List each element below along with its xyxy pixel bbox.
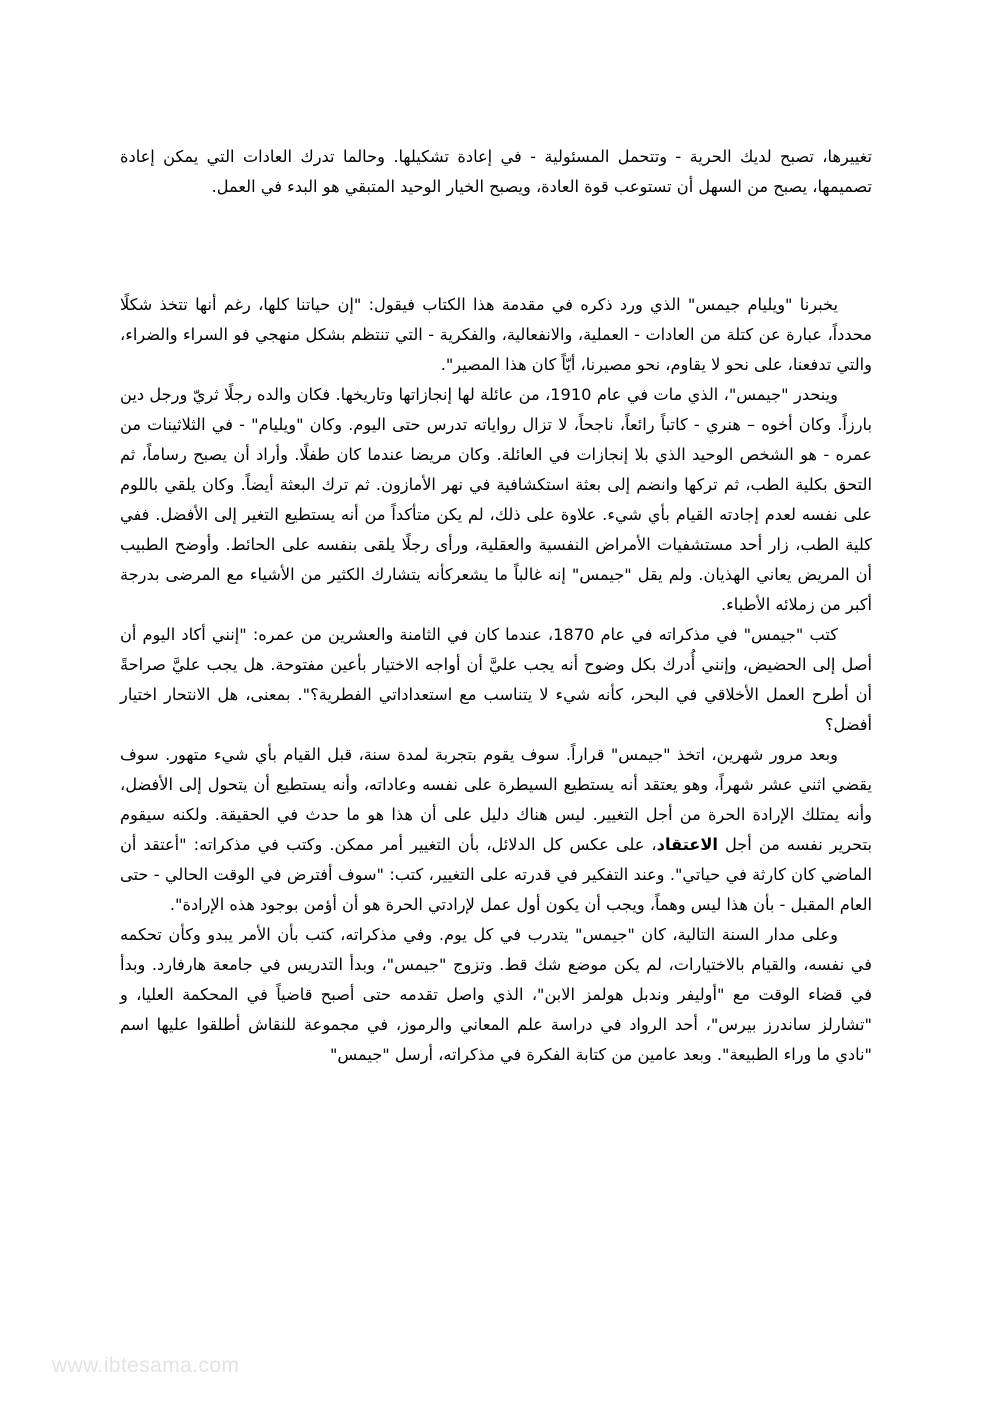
paragraph-body-4: وعلى مدار السنة التالية، كان "جيمس" يتدرب في كل يوم. وفي مذكراته، كتب بأن الأمر يبدو وكأن تحكمه في نفسه، والقيام بالاختيارات، لم يكن موضع شك قط. وتزوج "جيمس"، وبدأ التدريس في جامعة هارفارد. وبدأ في قضاء الوقت مع "أوليفر وندبل هولمز الابن"، الذي واصل تقدمه حتى أصبح قاضياً في المحكمة العليا، و "تشارلز ساندرز بيرس"، أحد الرواد في دراسة علم المعاني والرموز، في مجموعة للنقاش أطلقوا عليها اسم "نادي ما وراء الطبيعة". وبعد عامين من كتابة الفكرة في مذكراته، أرسل "جيمس" bbox=[120, 925, 872, 1064]
body-block bbox=[120, 290, 872, 1070]
section-gap bbox=[120, 202, 872, 290]
paragraph-body-2: كتب "جيمس" في مذكراته في عام 1870، عندما كان في الثامنة والعشرين من عمره: "إنني أكاد اليوم أن أصل إلى الحضيض، وإنني أُدرك بكل وضوح أنه يجب عليَّ أن أواجه الاختيار بأعين مفتوحة. هل يجب عليَّ صراحةً أن أطرح العمل الأخلاقي في البحر، كأنه شيء لا يتناسب مع استعداداتي الفطرية؟". بمعنى، هل الانتحار اختيار أفضل؟ bbox=[120, 625, 872, 734]
paragraph-body-0: يخبرنا "ويليام جيمس" الذي ورد ذكره في مقدمة هذا الكتاب فيقول: "إن حياتنا كلها، رغم أنها تتخذ شكلًا محدداً، عبارة عن كتلة من العادات - العملية، والانفعالية، والفكرية - التي تنتظم بشكل منهجي فو السراء والضراء، والتي تدفعنا، على نحو لا يقاوم، نحو مصيرنا، أيّاً كان هذا المصير". bbox=[120, 295, 872, 374]
paragraph-body-3: وبعد مرور شهرين، اتخذ "جيمس" قراراً. سوف يقوم بتجربة لمدة سنة، قبل القيام بأي شيء متهور. سوف يقضي اثني عشر شهراً، وهو يعتقد أنه يستطيع السيطرة على نفسه وعاداته، وأنه يستطيع أن يتحول إلى الأفضل، وأنه يمتلك الإرادة الحرة من أجل التغيير. ليس هناك دليل على أن هذا هو ما حدث في الحقيقة. ولكنه سيقوم بتحرير نفسه من أجل الاعتقاد، على عكس كل الدلائل، بأن التغيير أمر ممكن. وكتب في مذكراته: "أعتقد أن الماضي كان كارثة في حياتي". وعند التفكير في قدرته على التغيير، كتب: "سوف أفترض في الوقت الحالي - حتى العام المقبل - بأن هذا ليس وهماً، ويجب أن يكون أول عمل لإرادتي الحرة هو أن أؤمن بوجود هذه الإرادة". bbox=[120, 745, 873, 914]
paragraph-intro-0: تغييرها، تصبح لديك الحرية - وتتحمل المسئولية - في إعادة تشكيلها. وحالما تدرك العادات التي يمكن إعادة تصميمها، يصبح من السهل أن تستوعب قوة العادة، ويصبح الخيار الوحيد المتبقي هو البدء في العمل. bbox=[120, 147, 872, 196]
paragraph-body-1: وينحدر "جيمس"، الذي مات في عام 1910، من عائلة لها إنجازاتها وتاريخها. فكان والده رجلًا ثريّ ورجل دين بارزاً. وكان أخوه – هنري - كاتباً رائعاً، ناجحاً، لا تزال رواياته تدرس حتى اليوم. وكان "ويليام" - في الثلاثينات من عمره - هو الشخص الوحيد الذي بلا إنجازات في العائلة. وكان مريضا عندما كان طفلًا. وأراد أن يصبح رساماً، ثم التحق بكلية الطب، ثم تركها وانضم إلى بعثة استكشافية في نهر الأمازون. ثم ترك البعثة أيضاً. وكان يلقي باللوم على نفسه لعدم إجادته القيام بأي شيء. علاوة على ذلك، لم يكن متأكداً من أنه يستطيع التغير إلى الأفضل. ففي كلية الطب، زار أحد مستشفيات الأمراض النفسية والعقلية، ورأى رجلًا يلقى بنفسه على الحائط. وأوضح الطبيب أن المريض يعاني الهذيان. ولم يقل "جيمس" إنه غالباً ما يشعركأنه يتشارك الكثير من الأشياء مع المرضى بدرجة أكبر من زملائه الأطباء. bbox=[120, 385, 872, 614]
document-content bbox=[120, 142, 872, 1070]
site-watermark: www.ibtesama.com bbox=[52, 1354, 240, 1377]
intro-block bbox=[120, 142, 872, 202]
